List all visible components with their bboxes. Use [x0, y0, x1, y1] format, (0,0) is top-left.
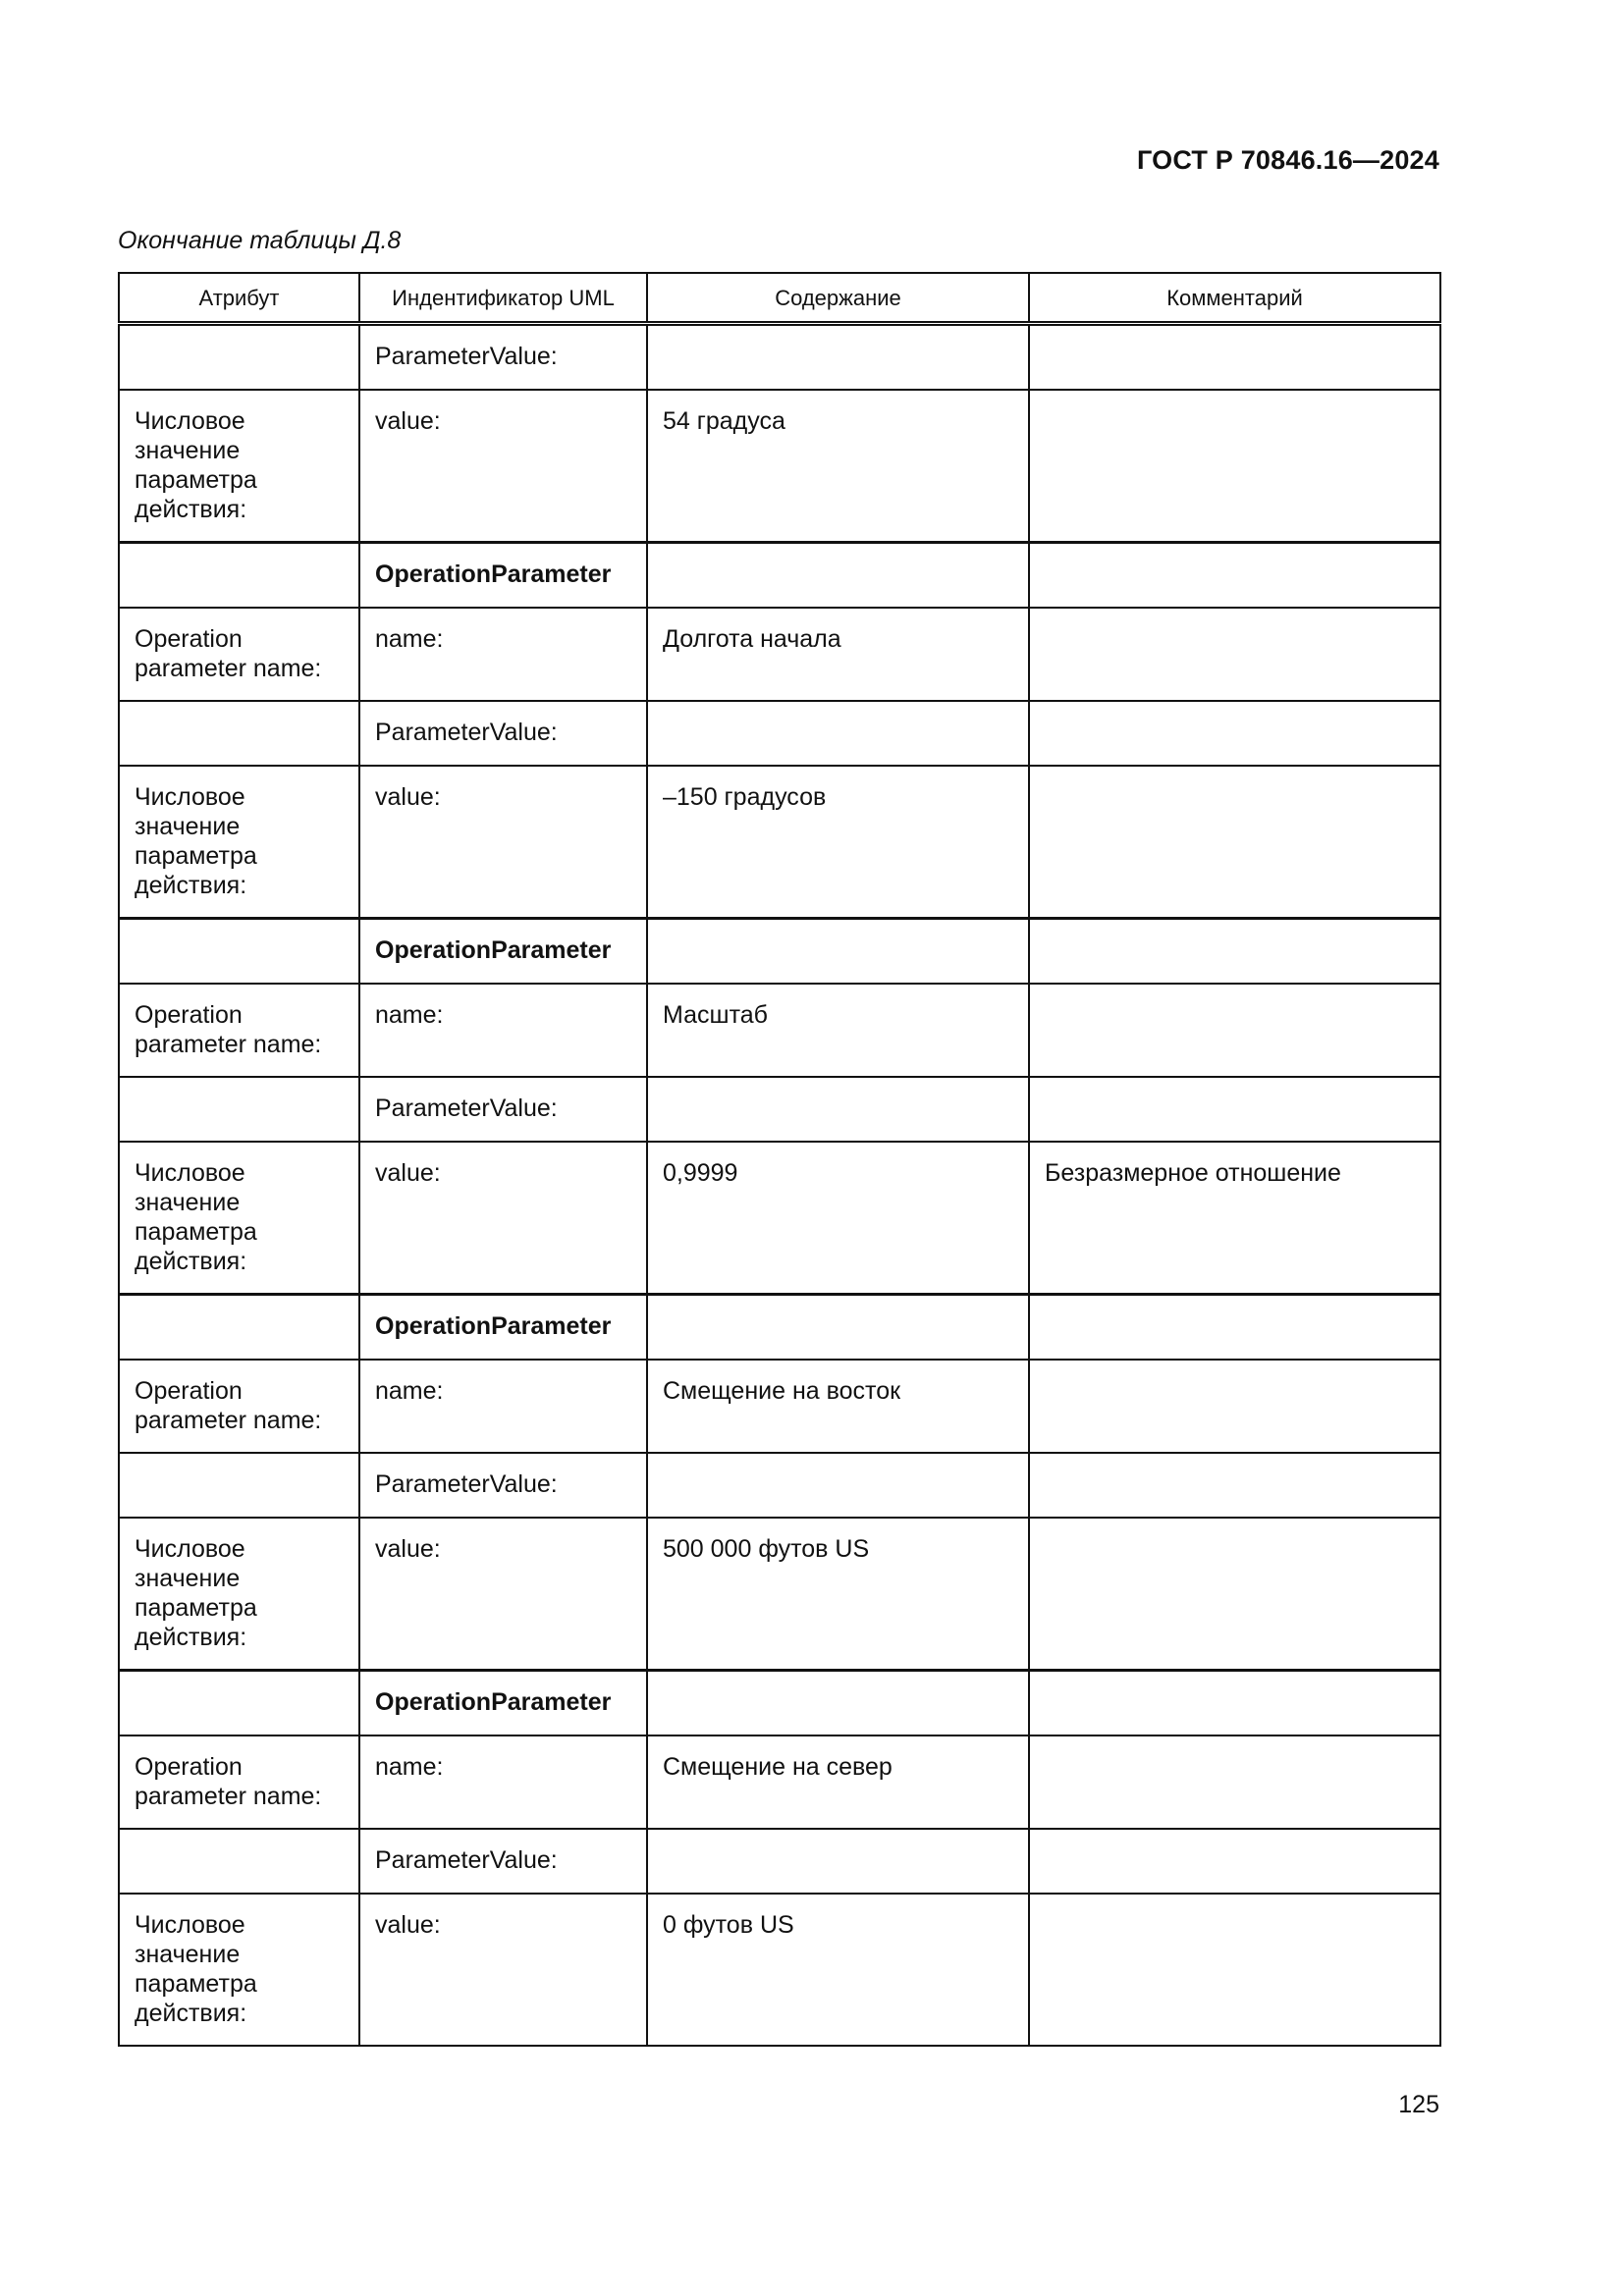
- content-cell: [647, 1453, 1029, 1518]
- table-row: [119, 1077, 1440, 1142]
- attribute-cell: [119, 1671, 359, 1736]
- content-cell: [647, 701, 1029, 766]
- table-row: [119, 1453, 1440, 1518]
- table-row: [119, 1829, 1440, 1894]
- table-row: [119, 1142, 1440, 1295]
- table-row: [119, 919, 1440, 985]
- comment-cell: [1029, 608, 1440, 701]
- comment-cell: [1029, 324, 1440, 391]
- table-row: [119, 1671, 1440, 1736]
- content-cell: [647, 1671, 1029, 1736]
- document-code: ГОСТ Р 70846.16—2024: [1137, 145, 1439, 175]
- table-row: [119, 1735, 1440, 1829]
- comment-cell: [1029, 1518, 1440, 1671]
- specification-table: [118, 272, 1441, 2047]
- content-cell: 500 000 футов US: [647, 1518, 1029, 1671]
- table-row: [119, 701, 1440, 766]
- comment-cell: [1029, 1360, 1440, 1453]
- uml-identifier-cell: value:: [359, 390, 647, 543]
- attribute-cell: Operation parameter name:: [119, 1360, 359, 1453]
- header-row: [119, 273, 1440, 324]
- uml-identifier-cell: name:: [359, 1360, 647, 1453]
- comment-cell: [1029, 766, 1440, 919]
- table-row: [119, 543, 1440, 609]
- table-row: [119, 1894, 1440, 2046]
- table-row: [119, 984, 1440, 1077]
- content-cell: Долгота начала: [647, 608, 1029, 701]
- uml-identifier-cell: value:: [359, 766, 647, 919]
- uml-identifier-cell: name:: [359, 984, 647, 1077]
- attribute-cell: Числовое значение параметра действия:: [119, 766, 359, 919]
- attribute-cell: [119, 1829, 359, 1894]
- table-row: [119, 608, 1440, 701]
- content-cell: Смещение на север: [647, 1735, 1029, 1829]
- attribute-cell: Числовое значение параметра действия:: [119, 1142, 359, 1295]
- column-header-comment: Комментарий: [1029, 273, 1440, 324]
- column-header-uml-identifier: Индентификатор UML: [359, 273, 647, 324]
- comment-cell: [1029, 701, 1440, 766]
- column-header-content: Содержание: [647, 273, 1029, 324]
- comment-cell: [1029, 390, 1440, 543]
- table-body: [119, 324, 1440, 2047]
- uml-identifier-cell: ParameterValue:: [359, 1829, 647, 1894]
- table-row: [119, 1295, 1440, 1361]
- content-cell: 0 футов US: [647, 1894, 1029, 2046]
- uml-identifier-cell: ParameterValue:: [359, 701, 647, 766]
- uml-identifier-cell: OperationParameter: [359, 919, 647, 985]
- uml-identifier-cell: ParameterValue:: [359, 1077, 647, 1142]
- attribute-cell: Operation parameter name:: [119, 608, 359, 701]
- content-cell: [647, 1295, 1029, 1361]
- comment-cell: [1029, 543, 1440, 609]
- content-cell: [647, 919, 1029, 985]
- uml-identifier-cell: value:: [359, 1518, 647, 1671]
- comment-cell: [1029, 1077, 1440, 1142]
- table-row: [119, 1360, 1440, 1453]
- attribute-cell: [119, 919, 359, 985]
- attribute-cell: Числовое значение параметра действия:: [119, 1894, 359, 2046]
- table-row: [119, 390, 1440, 543]
- attribute-cell: Числовое значение параметра действия:: [119, 1518, 359, 1671]
- table-header: [119, 273, 1440, 324]
- comment-cell: [1029, 1671, 1440, 1736]
- comment-cell: [1029, 1735, 1440, 1829]
- content-cell: [647, 1829, 1029, 1894]
- table-row: [119, 1518, 1440, 1671]
- content-cell: 0,9999: [647, 1142, 1029, 1295]
- attribute-cell: Operation parameter name:: [119, 984, 359, 1077]
- table-row: [119, 324, 1440, 391]
- page-number: 125: [1398, 2091, 1439, 2118]
- uml-identifier-cell: OperationParameter: [359, 1295, 647, 1361]
- table-caption: Окончание таблицы Д.8: [118, 227, 402, 254]
- comment-cell: [1029, 984, 1440, 1077]
- comment-cell: [1029, 1829, 1440, 1894]
- attribute-cell: [119, 1453, 359, 1518]
- attribute-cell: [119, 543, 359, 609]
- uml-identifier-cell: OperationParameter: [359, 1671, 647, 1736]
- content-cell: 54 градуса: [647, 390, 1029, 543]
- comment-cell: [1029, 1453, 1440, 1518]
- attribute-cell: [119, 1295, 359, 1361]
- attribute-cell: Operation parameter name:: [119, 1735, 359, 1829]
- uml-identifier-cell: value:: [359, 1142, 647, 1295]
- uml-identifier-cell: ParameterValue:: [359, 1453, 647, 1518]
- comment-cell: [1029, 919, 1440, 985]
- table-row: [119, 766, 1440, 919]
- comment-cell: [1029, 1295, 1440, 1361]
- content-cell: [647, 324, 1029, 391]
- attribute-cell: [119, 324, 359, 391]
- content-cell: Смещение на восток: [647, 1360, 1029, 1453]
- uml-identifier-cell: OperationParameter: [359, 543, 647, 609]
- uml-identifier-cell: name:: [359, 608, 647, 701]
- attribute-cell: Числовое значение параметра действия:: [119, 390, 359, 543]
- content-cell: Масштаб: [647, 984, 1029, 1077]
- uml-identifier-cell: name:: [359, 1735, 647, 1829]
- attribute-cell: [119, 701, 359, 766]
- attribute-cell: [119, 1077, 359, 1142]
- uml-identifier-cell: value:: [359, 1894, 647, 2046]
- column-header-attribute: Атрибут: [119, 273, 359, 324]
- content-cell: [647, 543, 1029, 609]
- comment-cell: Безразмерное отношение: [1029, 1142, 1440, 1295]
- comment-cell: [1029, 1894, 1440, 2046]
- content-cell: –150 градусов: [647, 766, 1029, 919]
- uml-identifier-cell: ParameterValue:: [359, 324, 647, 391]
- content-cell: [647, 1077, 1029, 1142]
